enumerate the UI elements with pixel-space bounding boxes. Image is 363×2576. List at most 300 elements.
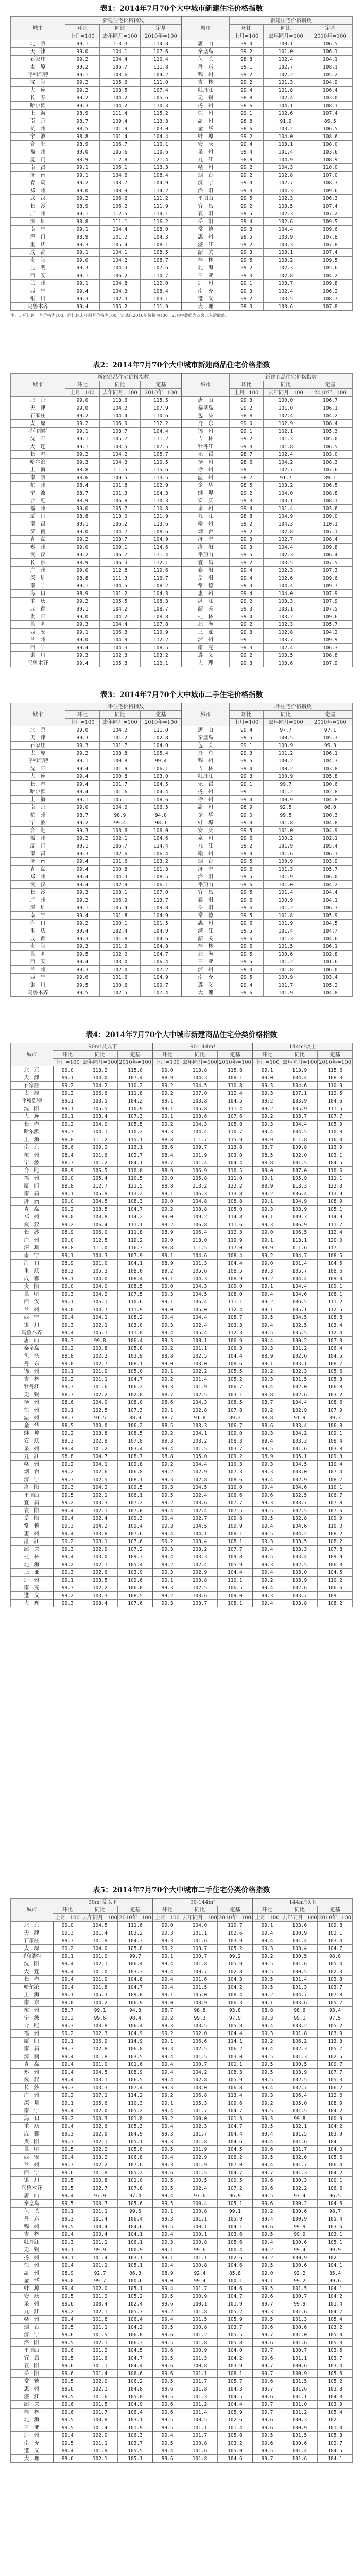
value-cell: 99.5 (229, 873, 263, 881)
header-mom-sub: 上月=100 (65, 719, 99, 726)
value-cell: 105.1 (218, 2200, 253, 2208)
city-cell: 海 口 (11, 590, 65, 598)
value-cell: 109.3 (318, 1453, 353, 1461)
value-cell: 99.2 (65, 420, 99, 428)
value-cell: 108.9 (318, 2099, 353, 2107)
value-cell: 102.2 (82, 1352, 118, 1360)
table-2-block (10, 361, 353, 667)
value-cell: 101.1 (82, 2439, 118, 2447)
table-row (11, 2161, 353, 2169)
value-cell: 106.9 (99, 420, 141, 428)
table-row (11, 966, 353, 974)
value-cell: 107.1 (82, 2092, 118, 2099)
table-row (11, 1522, 353, 1530)
value-cell: 99.2 (65, 835, 99, 842)
value-cell: 99.2 (153, 1376, 182, 1383)
value-cell: 99.3 (153, 1937, 182, 1945)
value-cell: 101.1 (82, 2208, 118, 2215)
city-cell: 宜 昌 (11, 1499, 53, 1507)
value-cell: 99.3 (308, 742, 352, 750)
value-cell: 102.8 (182, 1406, 218, 1414)
value-cell: 99.1 (65, 210, 99, 218)
value-cell: 102.1 (99, 835, 141, 842)
value-cell: 108.2 (318, 1600, 353, 1607)
value-cell: 115.6 (141, 466, 182, 474)
table-row (11, 520, 353, 528)
value-cell: 104.9 (264, 513, 308, 520)
value-cell: 108.8 (218, 1198, 253, 1206)
value-cell: 103.5 (99, 443, 141, 451)
city-cell: 湛 江 (181, 598, 229, 605)
value-cell: 101.2 (82, 2347, 118, 2354)
value-cell: 101.8 (182, 1960, 218, 1968)
value-cell: 99.5 (229, 233, 263, 241)
value-cell: 103.2 (264, 482, 308, 489)
value-cell: 106.3 (218, 1345, 253, 1352)
table-row (11, 1360, 353, 1368)
value-cell: 102.9 (264, 420, 308, 428)
city-cell: 昆 明 (11, 1291, 53, 1298)
value-cell: 100.8 (99, 773, 141, 781)
value-cell: 99.6 (153, 2385, 182, 2393)
value-cell: 99.3 (53, 1522, 82, 1530)
value-cell: 107.0 (282, 1167, 318, 1175)
value-cell: 100.6 (308, 781, 352, 788)
value-cell: 108.2 (318, 1530, 353, 1538)
value-cell: 99.2 (253, 2208, 282, 2215)
value-cell: 99.3 (253, 1592, 282, 1600)
value-cell: 106.0 (82, 1229, 118, 1236)
value-cell: 111.5 (182, 1244, 218, 1252)
table-row (11, 1492, 353, 1499)
value-cell: 105.1 (282, 1306, 318, 1314)
value-cell: 110.8 (218, 1082, 253, 1090)
value-cell: 99.7 (253, 2385, 282, 2393)
city-cell: 乌鲁木齐 (11, 1329, 53, 1337)
value-cell: 99.1 (253, 1175, 282, 1182)
value-cell: 110.7 (141, 272, 182, 280)
value-cell: 99.3 (153, 1437, 182, 1445)
value-cell: 99.2 (218, 1953, 253, 1960)
value-cell: 108.5 (118, 1430, 153, 1437)
value-cell: 100.5 (182, 2177, 218, 2184)
value-cell: 99.5 (65, 981, 99, 989)
city-cell: 济 南 (11, 1198, 53, 1206)
city-cell: 济 宁 (181, 536, 229, 544)
value-cell: 108.4 (318, 1437, 353, 1445)
value-cell: 99.2 (53, 1090, 82, 1097)
value-cell: 99.6 (53, 2401, 82, 2409)
city-cell: 遵 义 (181, 981, 229, 989)
value-cell: 99.3 (253, 1945, 282, 1953)
value-cell: 99.3 (229, 287, 263, 295)
value-cell: 120.0 (318, 1236, 353, 1244)
value-cell: 102.3 (99, 652, 141, 659)
value-cell: 104.9 (308, 827, 352, 835)
value-cell: 106.4 (118, 2316, 153, 2324)
value-cell: 101.2 (82, 1445, 118, 1453)
value-cell: 103.9 (182, 1999, 218, 2007)
city-cell: 包 头 (181, 412, 229, 420)
value-cell: 100.7 (182, 1953, 218, 1960)
value-cell: 99.3 (153, 2161, 182, 2169)
value-cell: 106.6 (99, 195, 141, 202)
value-cell: 99.5 (229, 858, 263, 866)
value-cell: 99.7 (118, 1953, 153, 1960)
value-cell: 99.2 (53, 1945, 82, 1953)
value-cell: 106.9 (282, 1221, 318, 1229)
value-cell: 104.7 (82, 1453, 118, 1461)
table-row (11, 1198, 353, 1206)
value-cell: 109.6 (218, 2099, 253, 2107)
value-cell: 99.1 (253, 1306, 282, 1314)
value-cell: 105.4 (118, 1561, 153, 1569)
value-cell: 99.4 (53, 2076, 82, 2084)
value-cell: 99.5 (153, 2424, 182, 2432)
city-cell: 赣 州 (11, 1461, 53, 1468)
value-cell: 98.8 (53, 1244, 82, 1252)
table-row (11, 881, 353, 889)
city-cell: 秦皇岛 (181, 48, 229, 56)
value-cell: 106.9 (82, 2038, 118, 2045)
city-cell: 贵 阳 (11, 1283, 53, 1291)
city-cell: 贵 阳 (11, 943, 65, 951)
table-row (11, 2146, 353, 2154)
value-cell: 102.8 (264, 629, 308, 636)
value-cell: 104.8 (182, 1198, 218, 1206)
value-cell: 106.6 (82, 1090, 118, 1097)
value-cell: 101.4 (82, 1929, 118, 1937)
value-cell: 104.1 (82, 1314, 118, 1321)
value-cell: 101.9 (82, 2447, 118, 2455)
value-cell: 99.2 (65, 179, 99, 187)
city-cell: 扬 州 (181, 788, 229, 796)
value-cell: 99.5 (229, 889, 263, 896)
value-cell: 102.5 (82, 1476, 118, 1484)
value-cell: 102.7 (264, 179, 308, 187)
header-city-right: 城市 (181, 374, 229, 397)
value-cell: 99.6 (253, 2339, 282, 2347)
city-cell: 海 口 (11, 1260, 53, 1267)
city-cell: 太 原 (11, 750, 65, 757)
value-cell: 99.7 (253, 2347, 282, 2354)
value-cell: 113.6 (99, 397, 141, 404)
table-row (11, 1128, 353, 1136)
city-cell: 合 肥 (11, 1167, 53, 1175)
value-cell: 109.3 (282, 1213, 318, 1221)
value-cell: 98.9 (53, 1229, 82, 1236)
value-cell: 92.5 (264, 804, 308, 811)
value-cell: 102.6 (218, 2254, 253, 2262)
value-cell: 122.2 (218, 1182, 253, 1190)
value-cell: 111.4 (141, 551, 182, 559)
value-cell: 108.1 (308, 102, 352, 110)
value-cell: 104.1 (99, 48, 141, 56)
value-cell: 98.6 (229, 459, 263, 466)
value-cell: 94.0 (141, 811, 182, 819)
value-cell: 99.4 (253, 1476, 282, 1484)
city-cell: 桂 林 (181, 613, 229, 621)
value-cell: 98.8 (229, 94, 263, 102)
table-row (11, 536, 353, 544)
city-cell: 宁 波 (11, 819, 65, 827)
value-cell: 99.3 (253, 2030, 282, 2038)
header-yoy-sub-right: 去年同月=100 (264, 32, 308, 40)
value-cell: 107.6 (141, 48, 182, 56)
city-cell: 安 庆 (181, 497, 229, 505)
value-cell: 99.4 (153, 1984, 182, 1991)
value-cell: 99.1 (53, 2246, 82, 2254)
value-cell: 101.3 (264, 79, 308, 87)
value-cell: 104.0 (82, 1275, 118, 1283)
table-row (11, 1929, 353, 1937)
city-cell: 沈 阳 (11, 1960, 53, 1968)
value-cell: 92.4 (182, 2269, 218, 2277)
table-row (11, 1461, 353, 1468)
city-cell: 平顶山 (181, 551, 229, 559)
city-cell: 福 州 (11, 835, 65, 842)
value-cell: 99.3 (65, 241, 99, 249)
city-cell: 石家庄 (11, 1082, 53, 1090)
value-cell: 102.5 (182, 1391, 218, 1399)
value-cell: 100.8 (182, 2262, 218, 2269)
value-cell: 105.0 (308, 435, 352, 443)
city-cell: 银 川 (11, 1321, 53, 1329)
table-row (11, 1314, 353, 1321)
table-row (11, 2208, 353, 2215)
value-cell: 99.7 (253, 2300, 282, 2308)
value-cell: 106.5 (308, 482, 352, 489)
value-cell: 110.0 (218, 1484, 253, 1492)
value-cell: 107.9 (141, 404, 182, 412)
value-cell: 98.9 (153, 1074, 182, 1082)
value-cell: 101.5 (141, 920, 182, 927)
value-cell: 108.6 (218, 1476, 253, 1484)
value-cell: 99.4 (65, 881, 99, 889)
value-cell: 98.7 (53, 1391, 82, 1399)
value-cell: 111.1 (118, 1221, 153, 1229)
city-cell: 赣 州 (11, 2316, 53, 2324)
value-cell: 99.3 (229, 605, 263, 613)
city-cell: 成 都 (11, 935, 65, 943)
value-cell: 99.5 (229, 195, 263, 202)
city-cell: 北 京 (11, 1922, 53, 1929)
value-cell: 104.2 (82, 1999, 118, 2007)
value-cell: 101.8 (82, 2053, 118, 2061)
value-cell: 106.5 (282, 1229, 318, 1236)
value-cell: 106.3 (308, 904, 352, 912)
city-cell: 常 德 (181, 582, 229, 590)
header-yoy-right: 同比 (264, 25, 308, 32)
value-cell: 99.2 (229, 598, 263, 605)
city-cell: 宜 昌 (11, 2354, 53, 2362)
value-cell: 99.5 (153, 2416, 182, 2424)
value-cell: 99.2 (65, 819, 99, 827)
value-cell: 99.4 (153, 2432, 182, 2439)
city-cell: 襄 阳 (11, 2362, 53, 2370)
table-row (11, 241, 353, 249)
table-row (11, 765, 353, 773)
value-cell: 103.1 (218, 1391, 253, 1399)
city-cell: 扬 州 (181, 102, 229, 110)
city-cell: 惠 州 (11, 1530, 53, 1538)
table-row (11, 2138, 353, 2146)
city-cell: 长 沙 (11, 2084, 53, 2092)
city-cell: 西 宁 (11, 974, 65, 981)
value-cell: 106.2 (118, 1383, 153, 1391)
city-cell: 丹 东 (181, 420, 229, 428)
table-row (11, 1577, 353, 1584)
table-row (11, 202, 353, 210)
value-cell: 104.8 (118, 2385, 153, 2393)
value-cell: 105.8 (218, 2022, 253, 2030)
value-cell: 99.6 (53, 2455, 82, 2463)
value-cell: 99.3 (253, 1121, 282, 1128)
value-cell: 98.9 (253, 1352, 282, 1360)
city-cell: 厦 门 (11, 513, 65, 520)
value-cell: 104.7 (318, 2308, 353, 2316)
value-cell: 103.9 (282, 1097, 318, 1105)
city-cell: 湛 江 (11, 1538, 53, 1546)
value-cell: 102.1 (82, 1507, 118, 1515)
table-row (11, 2401, 353, 2409)
value-cell: 99.5 (229, 210, 263, 218)
city-cell: 呼和浩特 (11, 1097, 53, 1105)
value-cell: 109.5 (308, 218, 352, 226)
value-cell: 98.9 (99, 811, 141, 819)
value-cell: 99.1 (65, 280, 99, 287)
value-cell: 99.3 (229, 659, 263, 667)
value-cell: 108.8 (82, 1213, 118, 1221)
value-cell: 104.0 (141, 742, 182, 750)
value-cell: 109.8 (308, 280, 352, 287)
table-1 (10, 16, 353, 311)
table-5 (10, 1898, 353, 2463)
header-mom-right: 环比 (229, 381, 263, 389)
table-row (11, 1105, 353, 1113)
value-cell: 108.7 (218, 1314, 253, 1321)
value-cell: 99.3 (229, 249, 263, 257)
value-cell: 103.7 (218, 2324, 253, 2331)
value-cell: 101.7 (282, 2161, 318, 2169)
value-cell: 103.3 (82, 1592, 118, 1600)
header-group-large: 144m²以上 (253, 1899, 353, 1906)
city-cell: 泸 州 (181, 966, 229, 974)
value-cell: 99.3 (65, 295, 99, 303)
city-cell: 石家庄 (11, 1937, 53, 1945)
value-cell: 99.2 (53, 2308, 82, 2316)
table-row (11, 1291, 353, 1298)
value-cell: 103.4 (318, 1937, 353, 1945)
value-cell: 99.4 (253, 1569, 282, 1577)
value-cell: 103.7 (99, 179, 141, 187)
value-cell: 99.1 (65, 796, 99, 804)
value-cell: 108.1 (308, 497, 352, 505)
value-cell: 99.2 (229, 133, 263, 141)
table-row (11, 1337, 353, 1345)
value-cell: 108.8 (308, 652, 352, 659)
city-cell: 重 庆 (11, 927, 65, 935)
value-cell: 100.9 (282, 2215, 318, 2223)
value-cell: 98.9 (153, 2269, 182, 2277)
table-row (11, 1984, 353, 1991)
value-cell: 104.4 (218, 2401, 253, 2409)
table-row (11, 835, 353, 842)
table-row (11, 757, 353, 765)
value-cell: 104.3 (99, 287, 141, 295)
value-cell: 105.9 (82, 1190, 118, 1198)
table-row (11, 2370, 353, 2378)
city-cell: 西 宁 (11, 644, 65, 652)
value-cell: 99.4 (229, 590, 263, 598)
city-cell: 上 海 (11, 1991, 53, 1999)
value-cell: 104.6 (318, 1097, 353, 1105)
value-cell: 108.8 (318, 1314, 353, 1321)
value-cell: 101.8 (182, 2385, 218, 2393)
value-cell: 114.2 (141, 187, 182, 195)
city-cell: 常 德 (181, 912, 229, 920)
table-row (11, 443, 353, 451)
city-cell: 贵 阳 (11, 257, 65, 264)
table-row (11, 435, 353, 443)
value-cell: 98.6 (229, 102, 263, 110)
value-cell: 99.6 (53, 2409, 82, 2416)
value-cell: 110.3 (218, 1461, 253, 1468)
value-cell: 100.7 (282, 2347, 318, 2354)
value-cell: 101.4 (264, 148, 308, 156)
value-cell: 99.2 (253, 1105, 282, 1113)
value-cell: 101.5 (282, 2378, 318, 2385)
value-cell: 105.1 (99, 796, 141, 804)
value-cell: 99.1 (253, 2277, 282, 2285)
table-row (11, 404, 353, 412)
value-cell: 102.9 (182, 1468, 218, 1476)
value-cell: 99.1 (153, 2208, 182, 2215)
value-cell: 104.9 (141, 974, 182, 981)
header-group-right: 新建住宅价格指数 (229, 17, 352, 25)
value-cell: 101.6 (82, 2354, 118, 2362)
value-cell: 112.5 (318, 1306, 353, 1314)
city-cell: 乌鲁木齐 (11, 989, 65, 997)
value-cell: 99.2 (65, 87, 99, 94)
value-cell: 101.5 (282, 2432, 318, 2439)
value-cell: 108.3 (308, 459, 352, 466)
value-cell: 100.4 (82, 2231, 118, 2239)
value-cell: 101.6 (282, 2138, 318, 2146)
value-cell: 108.3 (218, 2069, 253, 2076)
value-cell: 99.4 (253, 1600, 282, 1607)
value-cell: 106.3 (182, 1190, 218, 1198)
city-cell: 济 宁 (181, 866, 229, 873)
value-cell: 101.3 (182, 2354, 218, 2362)
table-row (11, 1267, 353, 1275)
value-cell: 100.1 (182, 2300, 218, 2308)
value-cell: 98.7 (53, 1159, 82, 1167)
value-cell: 113.1 (282, 1236, 318, 1244)
value-cell: 101.7 (82, 2409, 118, 2416)
value-cell: 99.3 (53, 1476, 82, 1484)
value-cell: 99.1 (65, 904, 99, 912)
value-cell: 99.3 (153, 1484, 182, 1492)
city-cell: 呼和浩特 (11, 428, 65, 435)
value-cell: 108.5 (118, 1592, 153, 1600)
value-cell: 106.0 (141, 827, 182, 835)
city-cell: 惠 州 (181, 233, 229, 241)
value-cell: 99.5 (253, 1515, 282, 1522)
value-cell: 104.0 (264, 590, 308, 598)
value-cell: 99.5 (53, 2378, 82, 2385)
value-cell: 100.6 (282, 2362, 318, 2370)
